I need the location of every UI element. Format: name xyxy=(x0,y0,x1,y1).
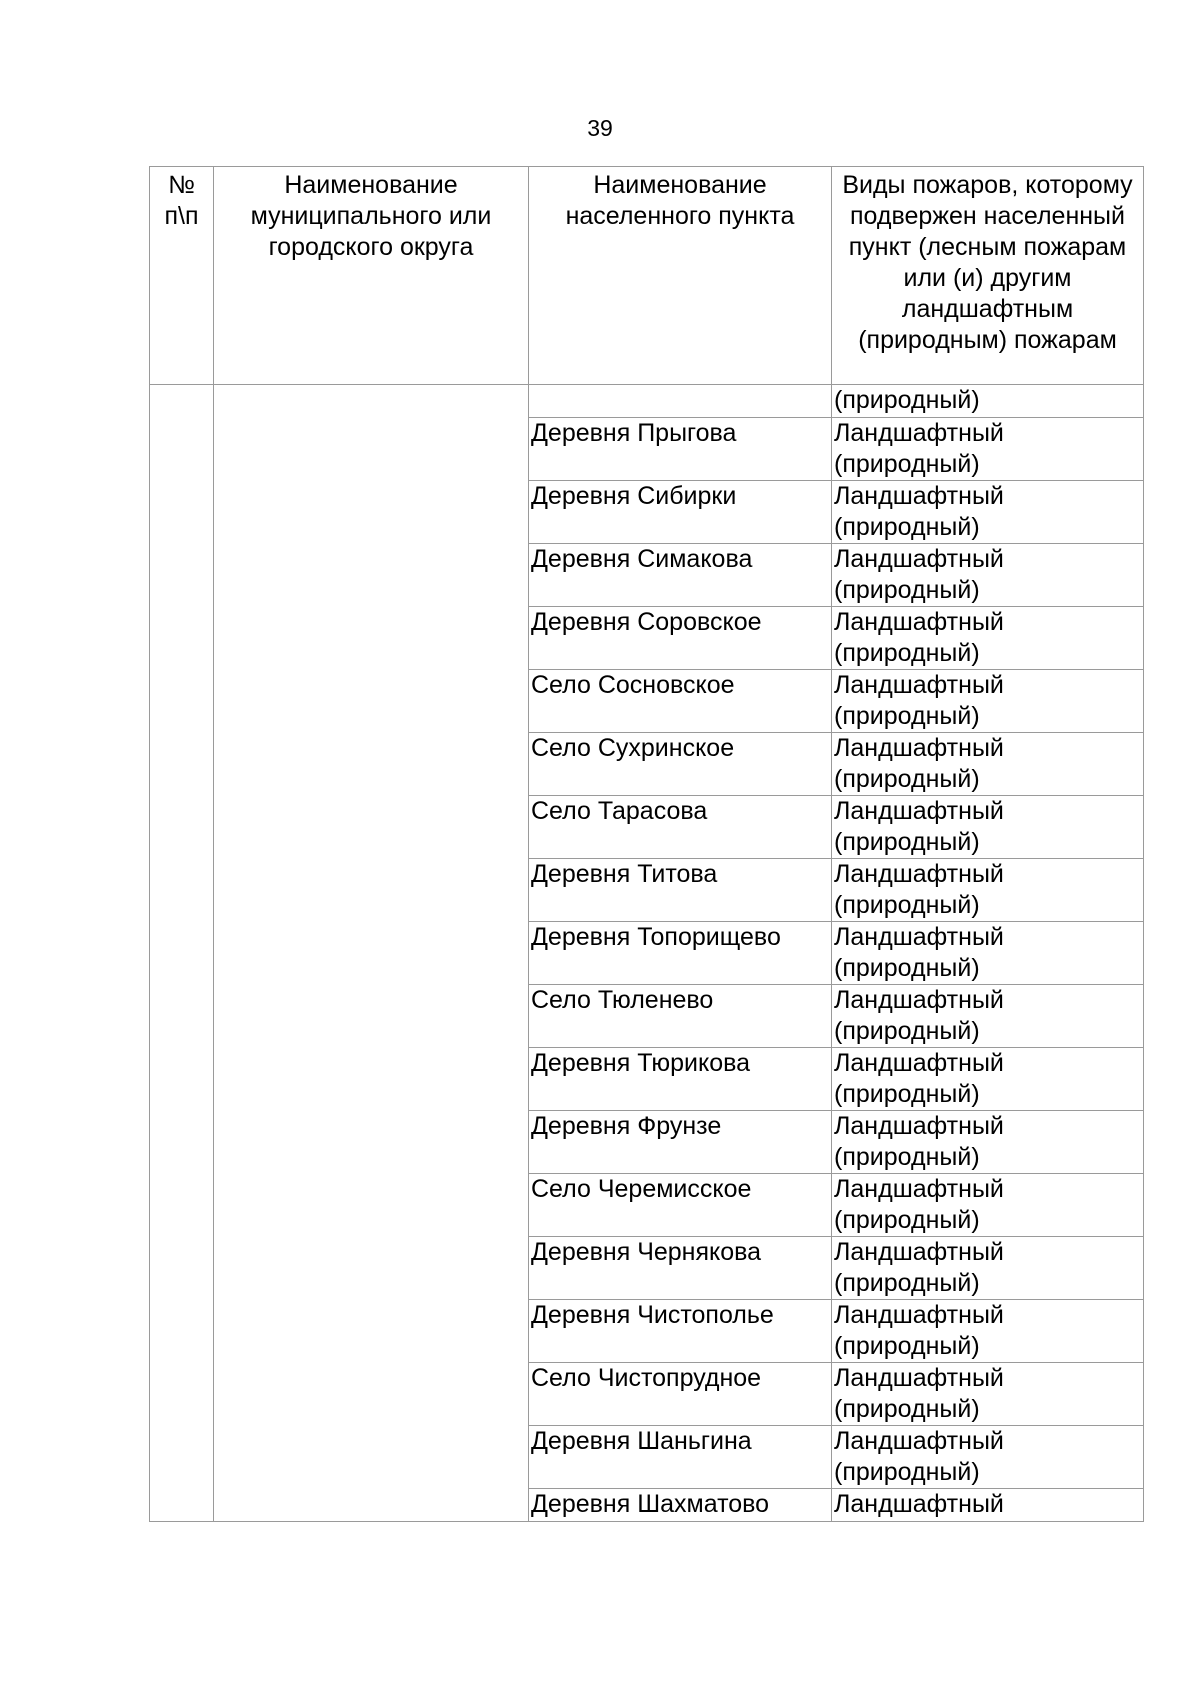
fire-type-cell: Ландшафтный (природный) xyxy=(832,544,1144,607)
fire-type-cell: Ландшафтный (природный) xyxy=(832,985,1144,1048)
settlement-cell: Село Сухринское xyxy=(529,733,832,796)
district-cell xyxy=(214,385,529,1522)
settlement-cell: Село Тюленево xyxy=(529,985,832,1048)
header-district: Наименование муниципального или городского округа xyxy=(214,167,529,385)
settlement-cell: Деревня Топорищево xyxy=(529,922,832,985)
settlement-cell: Деревня Соровское xyxy=(529,607,832,670)
fire-type-cell: Ландшафтный (природный) xyxy=(832,1300,1144,1363)
settlement-cell: Деревня Титова xyxy=(529,859,832,922)
fire-type-cell: Ландшафтный (природный) xyxy=(832,481,1144,544)
fire-type-cell: Ландшафтный (природный) xyxy=(832,859,1144,922)
settlement-cell: Деревня Шахматово xyxy=(529,1489,832,1522)
settlement-cell xyxy=(529,385,832,418)
settlement-cell: Деревня Сибирки xyxy=(529,481,832,544)
fire-type-cell: Ландшафтный (природный) xyxy=(832,418,1144,481)
fire-type-cell: Ландшафтный xyxy=(832,1489,1144,1522)
fire-type-cell: Ландшафтный (природный) xyxy=(832,922,1144,985)
header-num: № п\п xyxy=(150,167,214,385)
settlement-cell: Село Черемисское xyxy=(529,1174,832,1237)
settlement-cell: Деревня Чистополье xyxy=(529,1300,832,1363)
header-settlement: Наименование населенного пункта xyxy=(529,167,832,385)
settlements-table xyxy=(149,166,1144,1522)
fire-type-cell: Ландшафтный (природный) xyxy=(832,796,1144,859)
settlement-cell: Деревня Шаньгина xyxy=(529,1426,832,1489)
fire-type-cell: Ландшафтный (природный) xyxy=(832,1174,1144,1237)
page-number: 39 xyxy=(587,115,613,141)
settlement-cell: Село Чистопрудное xyxy=(529,1363,832,1426)
fire-type-cell: Ландшафтный (природный) xyxy=(832,1363,1144,1426)
fire-type-cell: Ландшафтный (природный) xyxy=(832,1426,1144,1489)
settlement-cell: Деревня Симакова xyxy=(529,544,832,607)
fire-type-cell: Ландшафтный (природный) xyxy=(832,1111,1144,1174)
table-header-row xyxy=(150,167,1144,385)
settlement-cell: Деревня Тюрикова xyxy=(529,1048,832,1111)
fire-type-cell: (природный) xyxy=(832,385,1144,418)
fire-type-cell: Ландшафтный (природный) xyxy=(832,733,1144,796)
fire-type-cell: Ландшафтный (природный) xyxy=(832,1048,1144,1111)
table-row xyxy=(150,385,1144,418)
fire-type-cell: Ландшафтный (природный) xyxy=(832,607,1144,670)
settlement-cell: Село Тарасова xyxy=(529,796,832,859)
settlement-cell: Деревня Чернякова xyxy=(529,1237,832,1300)
settlement-cell: Деревня Прыгова xyxy=(529,418,832,481)
num-cell xyxy=(150,385,214,1522)
settlement-cell: Село Сосновское xyxy=(529,670,832,733)
fire-type-cell: Ландшафтный (природный) xyxy=(832,670,1144,733)
settlement-cell: Деревня Фрунзе xyxy=(529,1111,832,1174)
header-fire-type: Виды пожаров, которому подвержен населенный пункт (лесным пожарам или (и) другим ландшафтным (природным) пожарам xyxy=(832,167,1144,385)
fire-type-cell: Ландшафтный (природный) xyxy=(832,1237,1144,1300)
